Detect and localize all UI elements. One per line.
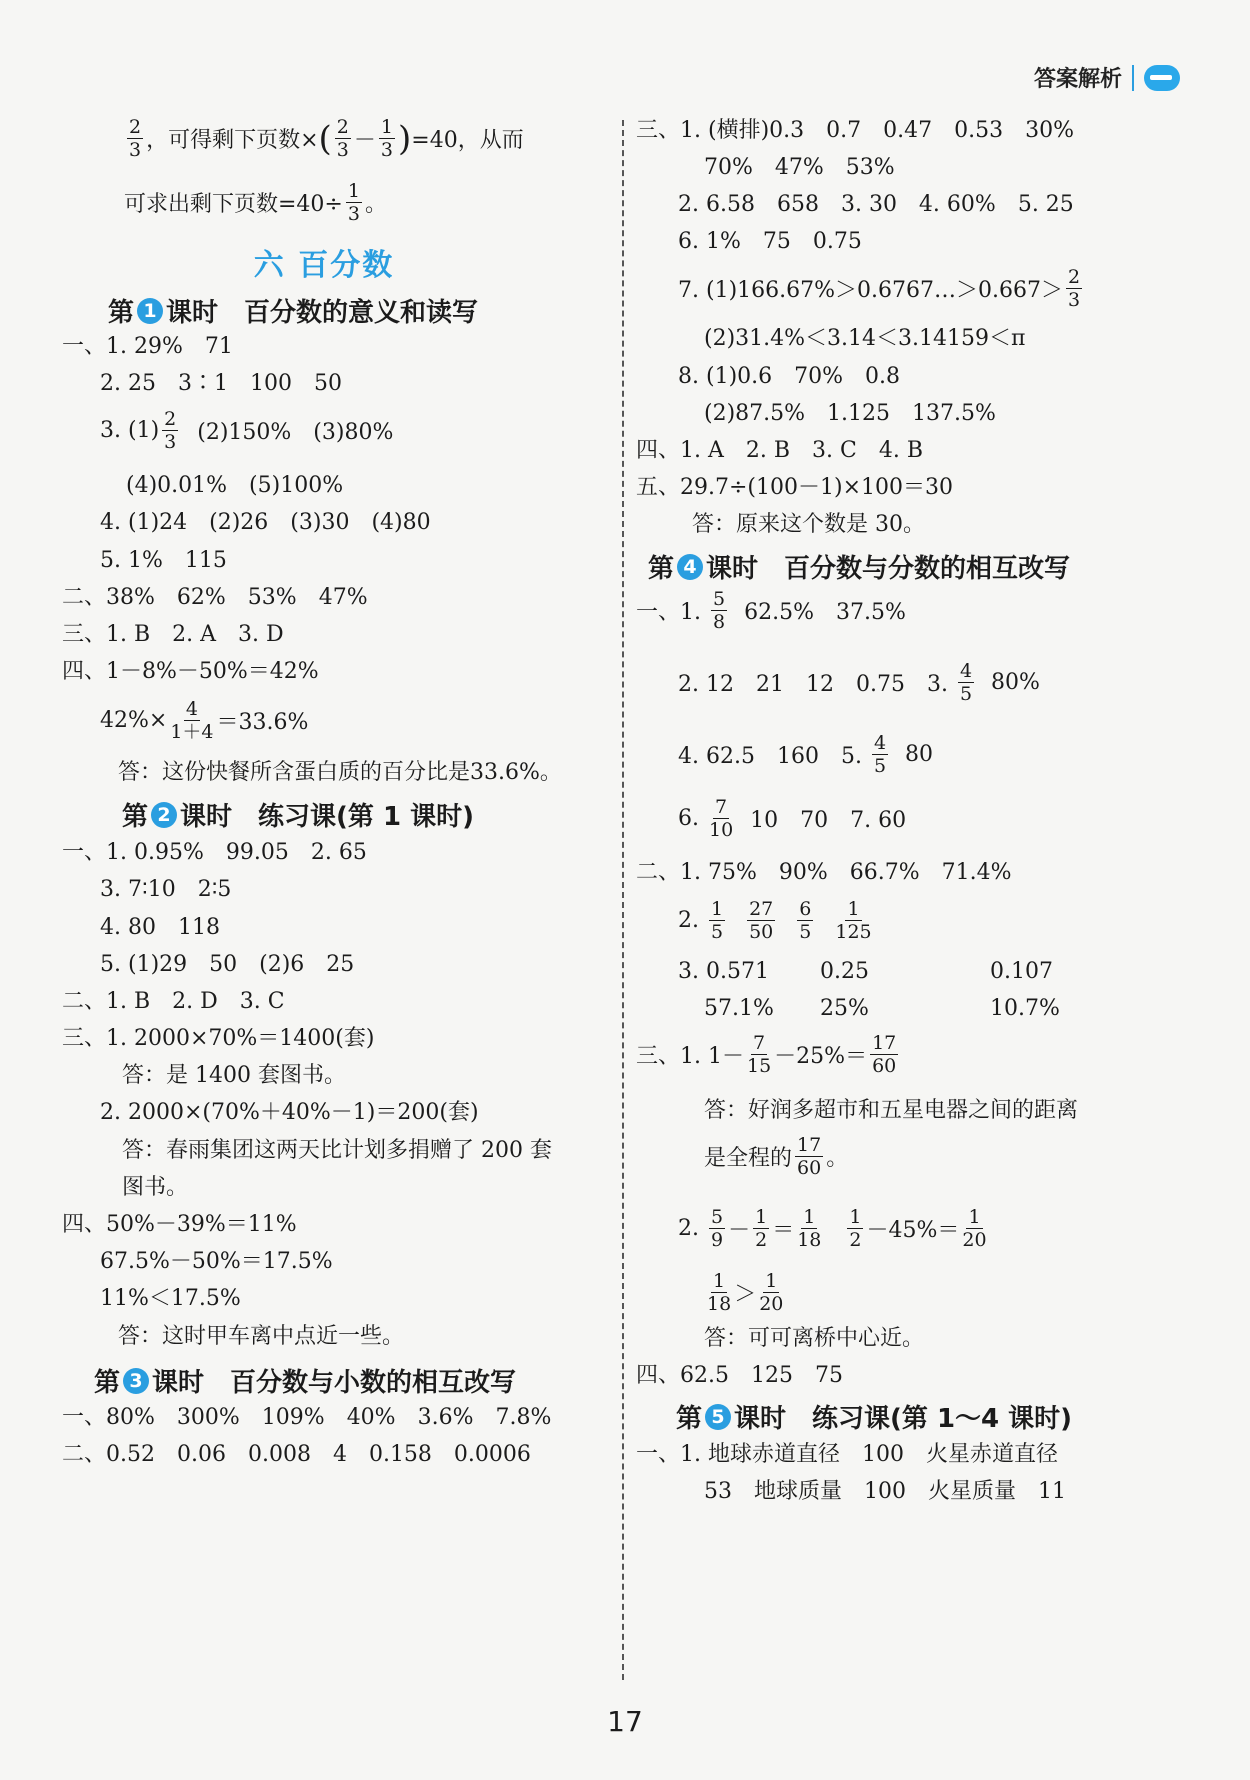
fraction: $\frac{1}{18}$: [797, 1206, 822, 1251]
answer-line: 三、1. 1－ $\frac{7}{15}$ －25%＝ $\frac{17}{60}$: [636, 1032, 897, 1077]
page-number: 17: [607, 1705, 643, 1738]
answer-line: 四、62.5 125 75: [636, 1363, 843, 1388]
header-title: 答案解析: [1033, 67, 1122, 92]
answer-line: 三、1. B 2. A 3. D: [62, 622, 284, 647]
lesson-number-badge: 5: [705, 1404, 731, 1430]
intro-line-1: [124, 116, 524, 161]
answer-line: 三、1. (横排)0.3 0.7 0.47 0.53 30%: [636, 118, 1074, 143]
answer-line: 答：春雨集团这两天比计划多捐赠了 200 套: [122, 1138, 552, 1163]
answer-line: 二、0.52 0.06 0.008 4 0.158 0.0006: [62, 1442, 531, 1467]
answer-line: 10.7%: [990, 996, 1060, 1021]
answer-line: 0.25: [820, 959, 869, 984]
answer-line: 5. 1% 115: [100, 548, 227, 573]
fraction: $\frac{2}{3}$: [164, 408, 177, 453]
answer-line: 3. (1) $\frac{2}{3}$ (2)150% (3)80%: [100, 408, 394, 453]
answer-line: 答：这时甲车离中点近一些。: [118, 1324, 405, 1349]
fraction: $\frac{1}{20}$: [759, 1270, 784, 1315]
answer-line: 5. (1)29 50 (2)6 25: [100, 952, 355, 977]
lesson-2-title: 第 2 课时 练习课(第 1 课时): [122, 802, 474, 832]
lesson-number-badge: 4: [677, 554, 703, 580]
answer-line: 11%＜17.5%: [100, 1286, 241, 1311]
fraction: $\frac{4}{5}$: [873, 732, 887, 777]
answer-line: 四、50%－39%＝11%: [62, 1212, 297, 1237]
answer-line: 一、1. 0.95% 99.05 2. 65: [62, 840, 367, 865]
answer-line: 53 地球质量 100 火星质量 11: [704, 1479, 1066, 1504]
chapter-title: 六 百分数: [253, 248, 395, 283]
intro-text: =40，从而: [411, 128, 524, 153]
fraction: $\frac{5}{9}$: [710, 1206, 724, 1251]
fraction: $\frac{17}{60}$: [872, 1032, 897, 1077]
fraction: $\frac{1}{18}$: [707, 1270, 732, 1315]
answer-line: 一、80% 300% 109% 40% 3.6% 7.8%: [62, 1405, 552, 1430]
answer-line: 25%: [820, 996, 869, 1021]
fraction: $\frac{1}{5}$: [710, 898, 724, 943]
answer-line: 57.1%: [704, 996, 774, 1021]
paren-close: ): [398, 118, 412, 159]
fraction: $\frac{4}{1+4}$: [170, 698, 214, 743]
answer-line: 一、1. $\frac{5}{8}$ 62.5% 37.5%: [636, 588, 906, 633]
answer-line: 答：原来这个数是 30。: [692, 512, 925, 537]
answer-line: 2. 2000×(70%＋40%－1)＝200(套): [100, 1100, 479, 1125]
answer-line: 4. 80 118: [100, 915, 220, 940]
answer-line: 4. 62.5 160 5. $\frac{4}{5}$ 80: [678, 732, 934, 777]
intro-text: 可求出剩下页数=40÷: [124, 192, 343, 217]
answer-line: 2. 25 3∶1 100 50: [100, 371, 342, 396]
header: [1034, 62, 1180, 93]
answer-line: 答：这份快餐所含蛋白质的百分比是33.6%。: [118, 760, 562, 785]
answer-line: 答：是 1400 套图书。: [122, 1063, 346, 1088]
answer-line: 2. $\frac{1}{5}$ $\frac{27}{50}$ $\frac{6}{5}$ $\frac{1}{125}$: [678, 898, 872, 943]
fraction: $\frac{5}{8}$: [712, 588, 726, 633]
badge-icon: [1144, 65, 1180, 91]
lesson-4-title: 第 4 课时 百分数与分数的相互改写: [648, 554, 1071, 584]
answer-line: (4)0.01% (5)100%: [126, 473, 344, 498]
answer-line: 67.5%－50%＝17.5%: [100, 1249, 333, 1274]
answer-line: 3. 7∶10 2∶5: [100, 877, 232, 902]
fraction: $\frac{7}{15}$: [746, 1032, 772, 1077]
intro-text: ，可得剩下页数×: [146, 128, 319, 153]
answer-line: 图书。: [122, 1175, 189, 1200]
answer-line: 7. (1)166.67%＞0.6767…＞0.667＞ $\frac{2}{3}$: [678, 266, 1081, 311]
fraction: $\frac{1}{3}$: [380, 116, 393, 161]
lesson-1-title: 第 1 课时 百分数的意义和读写: [108, 298, 479, 328]
fraction: $\frac{6}{5}$: [799, 898, 812, 943]
fraction: $\frac{2}{3}$: [129, 116, 142, 161]
answer-line: 二、1. 75% 90% 66.7% 71.4%: [636, 860, 1012, 885]
answer-line: 四、1－8%－50%＝42%: [62, 659, 319, 684]
lesson-3-title: 第 3 课时 百分数与小数的相互改写: [94, 1368, 517, 1398]
answer-line: 42%× $\frac{4}{1+4}$ ＝33.6%: [100, 698, 309, 743]
column-divider: [622, 120, 624, 1680]
answer-line: 二、38% 62% 53% 47%: [62, 585, 368, 610]
fraction: $\frac{1}{2}$: [849, 1206, 862, 1251]
minus: －: [353, 128, 376, 153]
fraction: $\frac{17}{60}$: [797, 1134, 822, 1179]
fraction: $\frac{1}{20}$: [962, 1206, 987, 1251]
answer-line: 70% 47% 53%: [704, 155, 895, 180]
fraction: $\frac{1}{125}$: [835, 898, 872, 943]
answer-line: 三、1. 2000×70%＝1400(套): [62, 1026, 375, 1051]
answer-line: 四、1. A 2. B 3. C 4. B: [636, 438, 923, 463]
answer-line: 答：可可离桥中心近。: [704, 1326, 925, 1351]
answer-line: $\frac{1}{18}$ ＞ $\frac{1}{20}$: [707, 1270, 784, 1315]
answer-line: (2)87.5% 1.125 137.5%: [704, 401, 996, 426]
lesson-5-title: 第 5 课时 练习课(第 1～4 课时): [676, 1404, 1073, 1434]
answer-line: 0.107: [990, 959, 1053, 984]
fraction: $\frac{1}{2}$: [755, 1206, 768, 1251]
answer-line: 一、1. 29% 71: [62, 334, 233, 359]
lesson-number-badge: 2: [151, 802, 177, 828]
fraction: $\frac{27}{50}$: [749, 898, 774, 943]
answer-line: 8. (1)0.6 70% 0.8: [678, 364, 901, 389]
answer-line: 4. (1)24 (2)26 (3)30 (4)80: [100, 510, 431, 535]
answer-line: 2. 6.58 658 3. 30 4. 60% 5. 25: [678, 192, 1074, 217]
fraction: $\frac{7}{10}$: [708, 796, 734, 841]
answer-line: 答：好润多超市和五星电器之间的距离: [704, 1098, 1079, 1123]
header-divider: [1132, 65, 1134, 91]
fraction: $\frac{2}{3}$: [336, 116, 349, 161]
intro-line-2: [124, 180, 387, 225]
paren-open: (: [318, 118, 332, 159]
answer-line: 3. 0.571: [678, 959, 769, 984]
answer-line: 6. $\frac{7}{10}$ 10 70 7. 60: [678, 796, 907, 841]
lesson-number-badge: 1: [137, 298, 163, 324]
fraction: $\frac{1}{3}$: [347, 180, 360, 225]
answer-line: 2. 12 21 12 0.75 3. $\frac{4}{5}$ 80%: [678, 660, 1040, 705]
answer-line: 一、1. 地球赤道直径 100 火星赤道直径: [636, 1442, 1058, 1467]
intro-text: 。: [364, 192, 387, 217]
answer-line: 五、29.7÷(100－1)×100＝30: [636, 475, 953, 500]
fraction: $\frac{2}{3}$: [1068, 266, 1081, 311]
answer-line: (2)31.4%＜3.14＜3.14159＜π: [704, 326, 1026, 351]
fraction: $\frac{4}{5}$: [959, 660, 973, 705]
answer-line: 是全程的 $\frac{17}{60}$ 。: [704, 1134, 849, 1179]
answer-line: 2. $\frac{5}{9}$ － $\frac{1}{2}$ ＝ $\frac{1}{18}$ $\frac{1}{2}$ －45%＝ $\frac{1}{20}$: [678, 1206, 987, 1251]
answer-line: 二、1. B 2. D 3. C: [62, 989, 285, 1014]
answer-line: 6. 1% 75 0.75: [678, 229, 862, 254]
lesson-number-badge: 3: [123, 1368, 149, 1394]
